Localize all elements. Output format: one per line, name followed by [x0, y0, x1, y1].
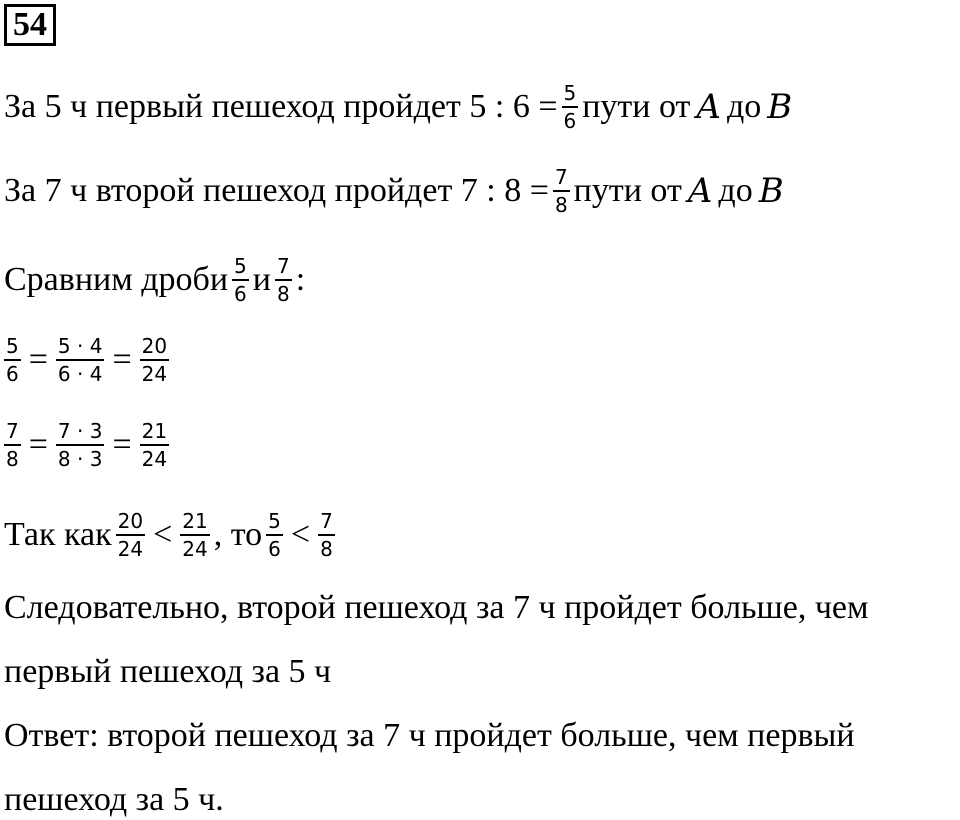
fraction: [140, 335, 169, 385]
fraction-numerator: 20: [117, 509, 144, 533]
answer-line-2: пешеход за 5 ч.: [4, 781, 224, 818]
fraction: [266, 510, 283, 560]
fraction-numerator: 5: [268, 509, 281, 533]
fraction-numerator: 5: [234, 254, 247, 278]
fraction-5-6: [562, 82, 579, 132]
then-text: , то: [213, 516, 263, 553]
fraction-denominator: 8: [553, 190, 570, 216]
fraction-numerator: 7: [276, 254, 290, 278]
answer-line-1: Ответ: второй пешеход за 7 ч пройдет больше, чем первый: [4, 717, 855, 754]
fraction-numerator: 5: [563, 81, 577, 105]
fraction-denominator: 24: [180, 534, 209, 560]
conclusion-line-2: первый пешеход за 5 ч: [4, 653, 332, 690]
fraction: [56, 420, 105, 470]
var-a: A: [696, 87, 721, 127]
var-b: B: [758, 171, 784, 211]
fraction: [4, 335, 21, 385]
fraction-numerator: 5: [6, 334, 19, 358]
fraction-denominator: 24: [116, 534, 145, 560]
fraction-denominator: 6: [562, 106, 579, 132]
less-than-sign: <: [290, 516, 311, 553]
fraction-denominator: 24: [140, 444, 169, 470]
fraction-numerator: 20: [141, 334, 168, 358]
line2-after: пути от: [573, 172, 682, 209]
fraction-denominator: 8: [318, 534, 335, 560]
fraction-numerator: 21: [141, 419, 168, 443]
fraction: [56, 335, 105, 385]
since-text: Так как: [4, 516, 112, 553]
fraction-denominator: 6: [266, 534, 283, 560]
fraction: [4, 420, 21, 470]
fraction-denominator: 8: [275, 279, 292, 305]
equals-sign: =: [28, 426, 48, 463]
equation-2: [0, 420, 173, 470]
fraction-denominator: 24: [140, 359, 169, 385]
fraction-5-6: [232, 255, 249, 305]
fraction-7-8: [275, 255, 292, 305]
var-a: A: [687, 171, 713, 211]
since-line: [4, 510, 339, 560]
fraction-denominator: 8: [4, 444, 21, 470]
fraction-denominator: 6: [232, 279, 249, 305]
fraction-7-8: [553, 166, 570, 216]
equation-1: [0, 335, 173, 385]
fraction-numerator: 7: [6, 419, 19, 443]
fraction-numerator: 5 · 4: [57, 334, 103, 358]
less-than-sign: <: [153, 516, 173, 553]
fraction-numerator: 7: [320, 509, 333, 533]
fraction: [140, 420, 169, 470]
conjunction: и: [252, 261, 271, 298]
equals-sign: =: [112, 341, 132, 378]
line2-mid: до: [718, 172, 753, 209]
equals-sign: =: [112, 426, 132, 463]
fraction-numerator: 7: [554, 165, 568, 189]
fraction-numerator: 7 · 3: [57, 419, 103, 443]
colon: :: [295, 261, 306, 298]
conclusion-line-1: Следовательно, второй пешеход за 7 ч пройдет больше, чем: [4, 589, 869, 626]
var-b: B: [767, 87, 793, 127]
compare-text: Сравним дроби: [4, 261, 229, 298]
problem-number: 54: [4, 4, 56, 46]
statement-line-1: [4, 82, 798, 132]
line1-mid: до: [726, 88, 762, 125]
equals-sign: =: [28, 341, 48, 378]
line1-after: пути от: [582, 88, 691, 125]
fraction: [180, 510, 209, 560]
statement-line-2: [4, 166, 790, 216]
fraction-denominator: 6 · 4: [56, 359, 105, 385]
fraction-denominator: 6: [4, 359, 21, 385]
line2-text: За 7 ч второй пешеход пройдет 7 : 8 =: [4, 172, 549, 209]
line1-text: За 5 ч первый пешеход пройдет 5 : 6 =: [4, 88, 558, 125]
fraction-denominator: 8 · 3: [56, 444, 105, 470]
fraction: [318, 510, 335, 560]
fraction-numerator: 21: [182, 509, 208, 533]
compare-line: [4, 255, 305, 305]
fraction: [116, 510, 145, 560]
